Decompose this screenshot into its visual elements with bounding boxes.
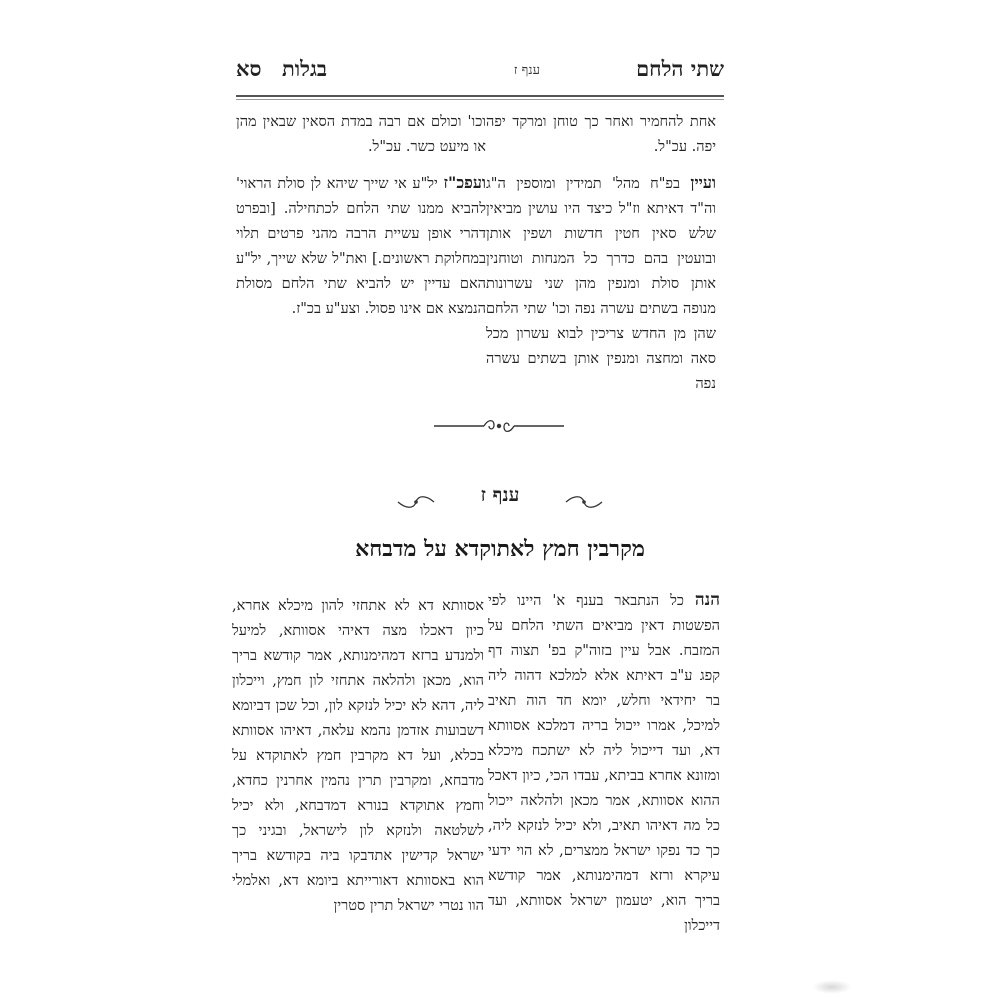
header-rule-thin (236, 99, 724, 100)
paragraph-text: בפ"ח מהל' תמידין ומוספין ה"ג וה"ד דאיתא וז"ל כיצד היו עושין מביאין שלש סאין חטין חדשות ושפין אותן ובועטין בהם כדרך כל המנחות וטוחנין אותן סולת ומנפין מהן שני עשרונות מנופה בשתים עשרה נפה וכו' שתי הלחם שהן מן החדש צריכין לבוא עשרון מכל סאה ומחצה ומנפין אותן בשתים עשרה נפה (486, 176, 716, 392)
top-right-column (486, 110, 716, 407)
running-head (236, 52, 724, 92)
paragraph: וכו' וכולם אם רבה במדת הסאין שבאין מהן או מיעט כשר. עכ"ל. (236, 114, 486, 155)
paragraph-text: כל הנתבאר בענף א' היינו לפי הפשטות דאין מביאים השתי הלחם על המזבח. אבל עיין בזוה"ק בפ' תצוה דף קפג ע"ב דאיתא אלא למלכא דהוה ליה בר יחידאי וחלש, יומא חד הוה תאיב למיכל, אמרו ייכול בריה דמלכא אסוותא דא, ועד דייכול ליה לא ישתכח מיכלא ומזונא אחרא בביתא, עבדו הכי, כיון דאכל ההוא אסוותא, אמר מכאן ולהלאה ייכול כל מה דאיהו תאיב, ולא יכיל לנזקא ליה, כך כד נפקו ישראל ממצרים, לא הוי ידעי עיקרא ורזא דמהימנותא, אמר קודשא בריך הוא, יטעמון ישראל אסוותא, ועד דייכלון (488, 593, 720, 934)
bottom-left-column (232, 594, 484, 929)
section-title: מקרבין חמץ לאתוקדא על מדבחא (355, 536, 645, 562)
paragraph-text: יל"ע אי שייך שיהא לן סולת הראוי' להביא ממנו שתי הלחם לכתחילה. [ובפרט דהרי אופן עשיית הרבה מהני פרטים תלוי במחלוקת ראשונים.] ואת"ל שלא שייך, יל"ע האם עדיין יש להביא שתי הלחם מסולת הנמצא אם אינו פסול. וצע"ע בכ"ז. (236, 176, 486, 317)
page-number: סא (236, 56, 262, 81)
header-rule (236, 95, 724, 97)
chapter-heading (300, 484, 700, 518)
header-book-title: שתי הלחם (636, 56, 724, 81)
paragraph (488, 588, 720, 939)
paragraph-lead-word: ועיין (690, 173, 716, 192)
bottom-right-column (488, 588, 720, 949)
paragraph-lead-word: ועפכ"ז (443, 173, 486, 192)
paragraph (486, 170, 716, 397)
top-left-column (236, 110, 486, 332)
section-divider-ornament (434, 416, 564, 436)
paragraph (236, 170, 486, 322)
paragraph: אחת להחמיר ואחר כך טוחן ומרקד יפה יפה. עכ"ל. (486, 114, 716, 155)
paragraph: אסוותא דא לא אתחזי להון מיכלא אחרא, כיון דאכלו מצה דאיהי אסוותא, למיעל ולמנדע ברזא דמהימנותא, אמר קודשא בריך הוא, מכאן ולהלאה אתחזי לון חמץ, וייכלון ליה, דהא לא יכיל לנזקא לון, וכל שכן דביומא דשבועות אזדמן נהמא עלאה, דאיהו אסוותא בכלא, ועל דא מקרבין חמץ לאתוקדא על מדבחא, ומקרבין תרין נהמין אחרנין כחדא, וחמץ אתוקדא בנורא דמדבחא, ולא יכיל לשלטאה ולנזקא לון לישראל, ובגיני כך ישראל קדישין אתדבקו ביה בקודשא בריך הוא באסוותא דאורייתא ביומא דא, ואלמלי הוו נטרי ישראל תרין סטרין (232, 598, 484, 914)
paragraph-lead-word: הנה (694, 590, 720, 610)
chapter-heading-text: ענף ז (480, 484, 520, 506)
flourish-icon (396, 494, 436, 510)
flourish-icon (564, 494, 604, 510)
header-section-title: בגלות (282, 56, 328, 81)
header-chapter: ענף ז (513, 63, 540, 78)
page-smudge (812, 980, 852, 994)
